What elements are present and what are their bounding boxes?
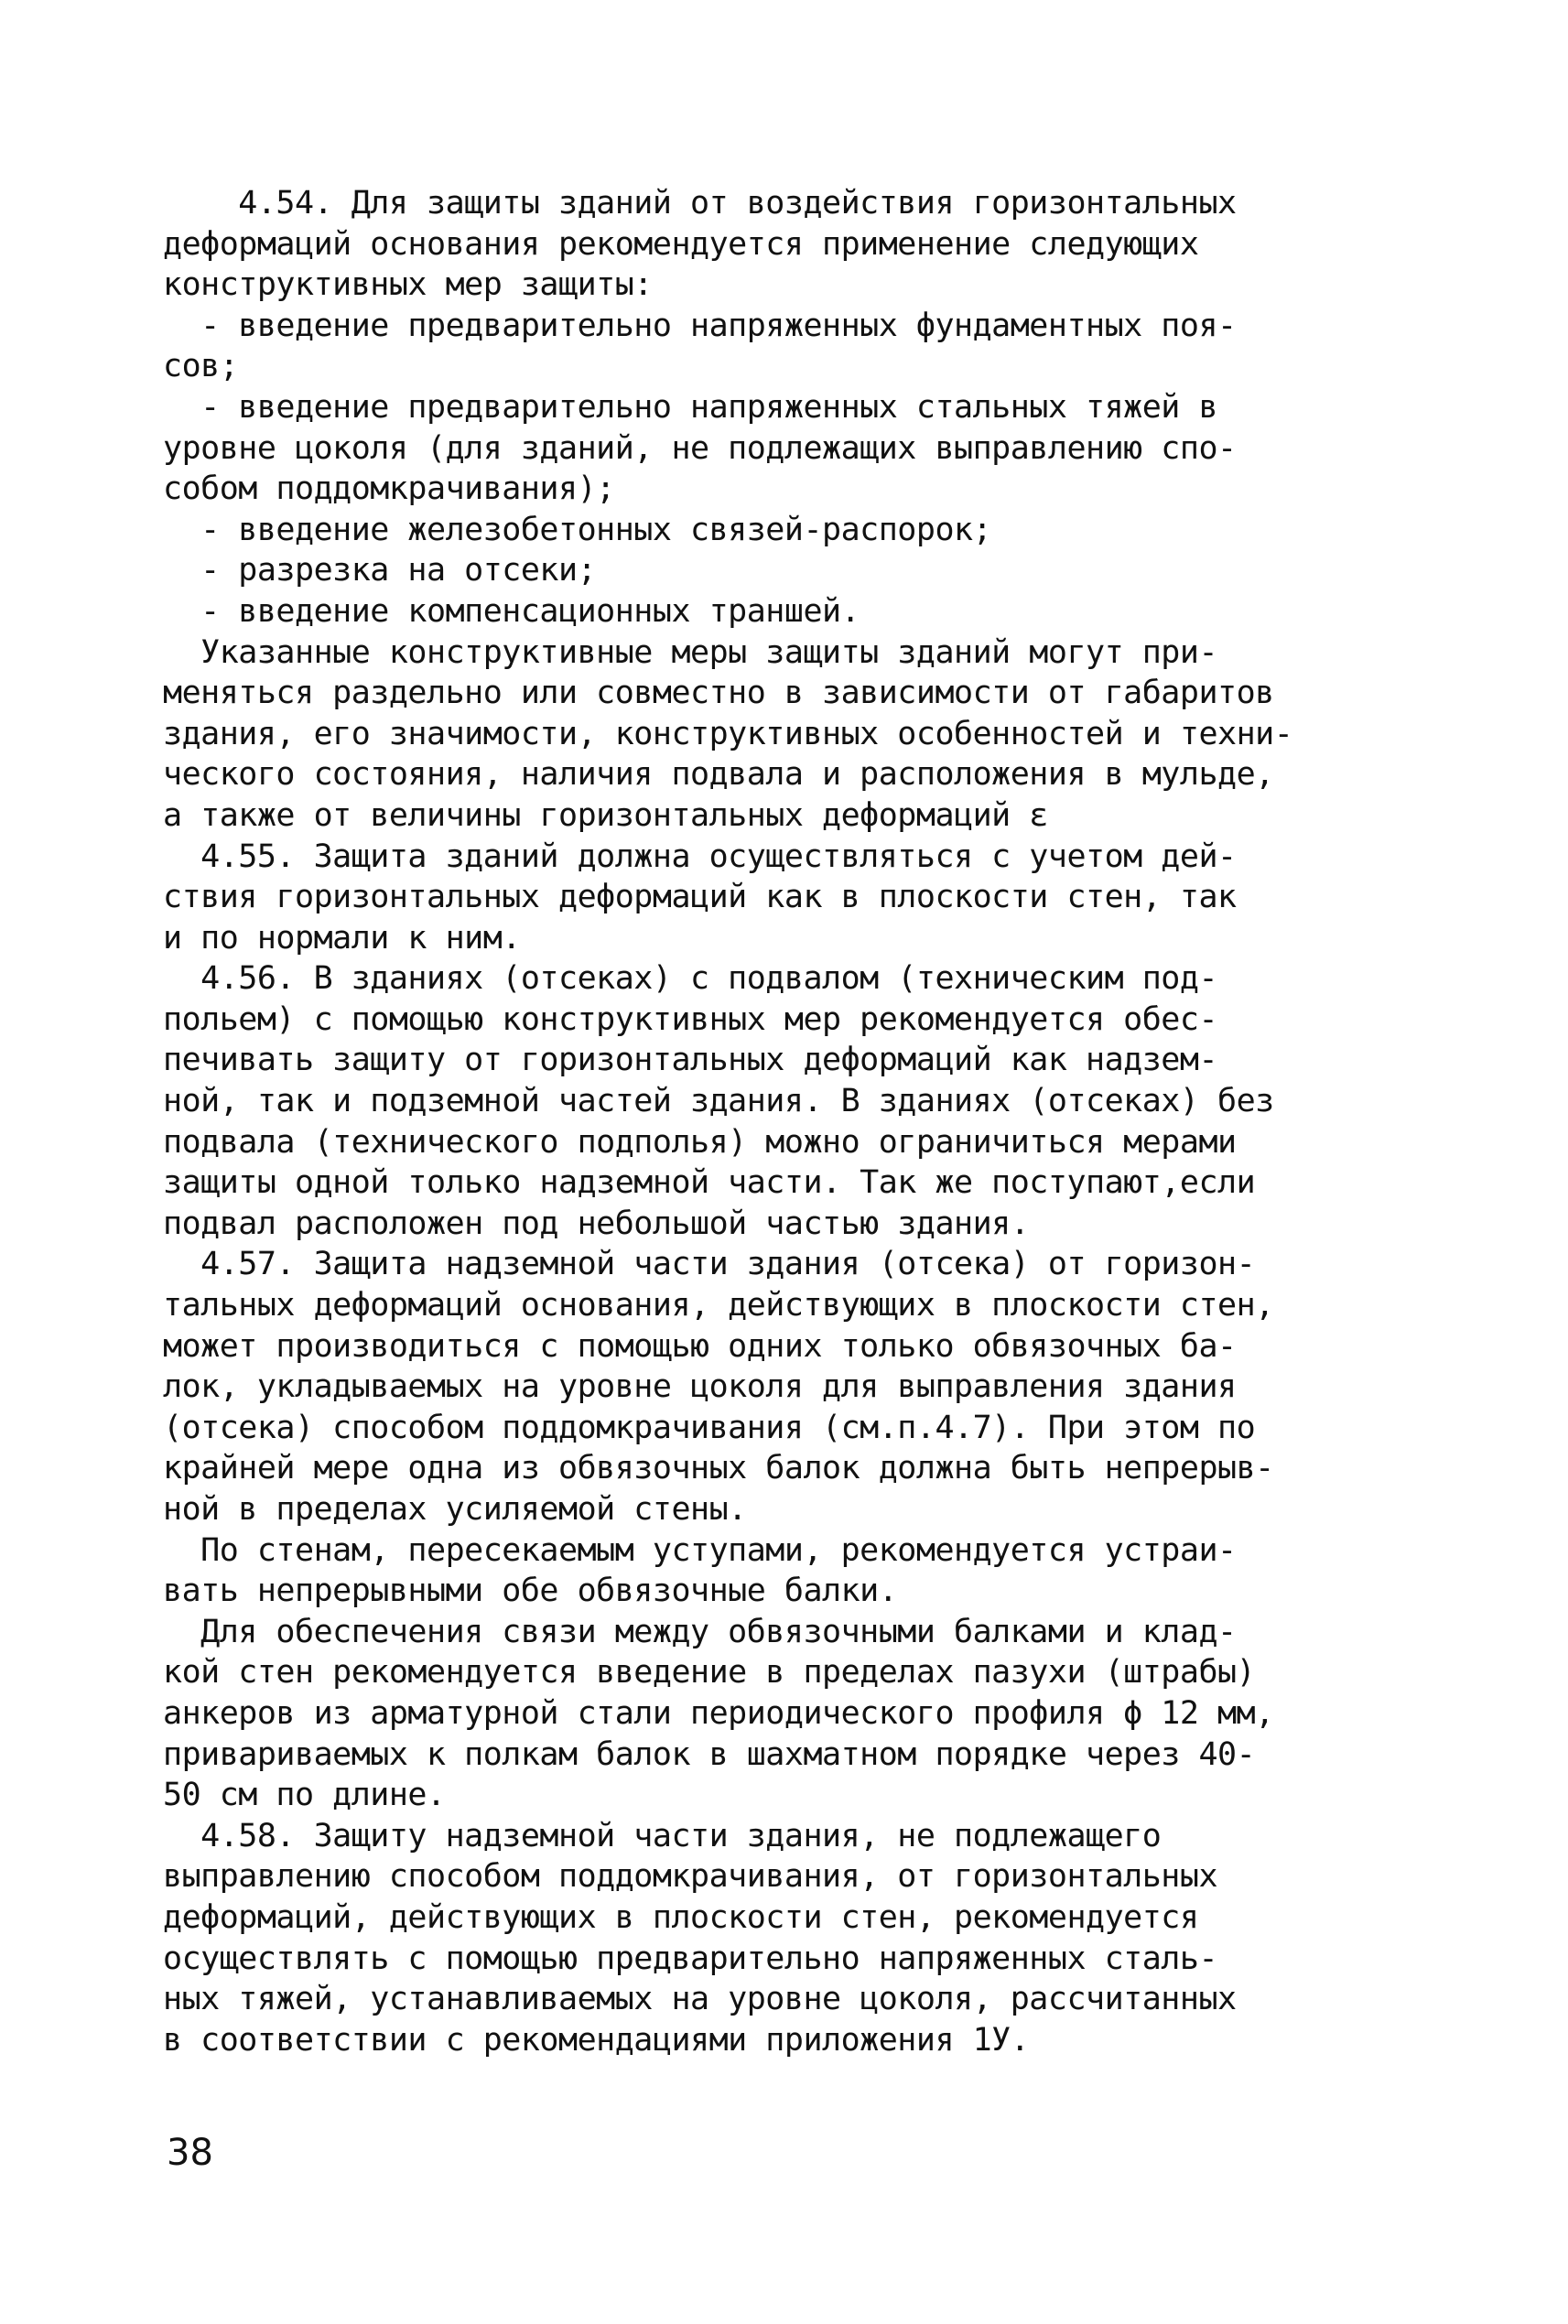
text-line: конструктивных мер защиты: [163, 266, 653, 304]
text-line: кой стен рекомендуется введение в пределах пазухи (штрабы) [163, 1654, 1256, 1692]
text-line: привариваемых к полкам балок в шахматном порядке через 40- [163, 1735, 1256, 1773]
text-line: 4.56. В зданиях (отсеках) с подвалом (техническим под- [163, 960, 1218, 998]
text-line: и по нормали к ним. [163, 919, 521, 957]
text-line: сов; [163, 348, 239, 385]
text-line: деформаций, действующих в плоскости стен, рекомендуется [163, 1898, 1199, 1936]
text-line: крайней мере одна из обвязочных балок должна быть непрерыв- [163, 1450, 1274, 1487]
text-line: тальных деформаций основания, действующих в плоскости стен, [163, 1287, 1274, 1324]
text-line: Для обеспечения связи между обвязочными балками и клад- [163, 1613, 1237, 1650]
text-line: осуществлять с помощью предварительно напряженных сталь- [163, 1940, 1218, 1977]
text-line: а также от величины горизонтальных деформаций ε [163, 796, 1048, 834]
text-line: - введение железобетонных связей-распорок; [163, 511, 992, 548]
text-line: меняться раздельно или совместно в зависимости от габаритов [163, 675, 1274, 712]
text-line: защиты одной только надземной части. Так же поступают,если [163, 1164, 1256, 1202]
text-line: выправлению способом поддомкрачивания, от горизонтальных [163, 1858, 1218, 1896]
text-line: может производиться с помощью одних только обвязочных ба- [163, 1327, 1237, 1365]
text-line: подвала (технического подполья) можно ограничиться мерами [163, 1123, 1237, 1161]
text-line: подвал расположен под небольшой частью здания. [163, 1205, 1030, 1242]
text-line: уровне цоколя (для зданий, не подлежащих выправлению спо- [163, 429, 1237, 467]
text-line: ных тяжей, устанавливаемых на уровне цоколя, рассчитанных [163, 1981, 1237, 2018]
text-line: деформаций основания рекомендуется применение следующих [163, 225, 1199, 263]
text-line: - введение компенсационных траншей. [163, 592, 860, 630]
text-line: 50 см по длине. [163, 1777, 446, 1814]
text-line: собом поддомкрачивания); [163, 470, 615, 508]
text-line: (отсека) способом поддомкрачивания (см.п.4.7). При этом по [163, 1409, 1256, 1446]
text-line: ной в пределах усиляемой стены. [163, 1491, 747, 1528]
text-line: 4.54. Для защиты зданий от воздействия горизонтальных [163, 185, 1237, 222]
text-line: польем) с помощью конструктивных мер рекомендуется обес- [163, 1000, 1218, 1038]
text-line: ческого состояния, наличия подвала и расположения в мульде, [163, 756, 1274, 794]
page-number: 38 [167, 2132, 213, 2174]
text-line: ной, так и подземной частей здания. В зданиях (отсеках) без [163, 1083, 1274, 1120]
text-line: вать непрерывными обе обвязочные балки. [163, 1573, 898, 1610]
text-line: 4.55. Защита зданий должна осуществляться с учетом дей- [163, 838, 1237, 875]
body-text [163, 183, 1417, 2060]
text-line: 4.58. Защиту надземной части здания, не подлежащего [163, 1817, 1162, 1854]
text-line: - введение предварительно напряженных стальных тяжей в [163, 388, 1218, 426]
text-line: лок, укладываемых на уровне цоколя для выправления здания [163, 1368, 1237, 1406]
text-line: анкеров из арматурной стали периодического профиля ϕ 12 мм, [163, 1694, 1274, 1732]
text-line: ствия горизонтальных деформаций как в плоскости стен, так [163, 879, 1237, 916]
text-line: - введение предварительно напряженных фундаментных поя- [163, 307, 1237, 344]
text-line: По стенам, пересекаемым уступами, рекомендуется устраи- [163, 1531, 1237, 1569]
text-line: Указанные конструктивные меры защиты зданий могут при- [163, 633, 1218, 671]
text-line: здания, его значимости, конструктивных особенностей и техни- [163, 715, 1293, 752]
text-line: - разрезка на отсеки; [163, 552, 597, 589]
text-line: в соответствии с рекомендациями приложения 1У. [163, 2021, 1030, 2059]
text-line: печивать защиту от горизонтальных деформаций как надзем- [163, 1042, 1218, 1079]
text-line: 4.57. Защита надземной части здания (отсека) от горизон- [163, 1246, 1256, 1283]
